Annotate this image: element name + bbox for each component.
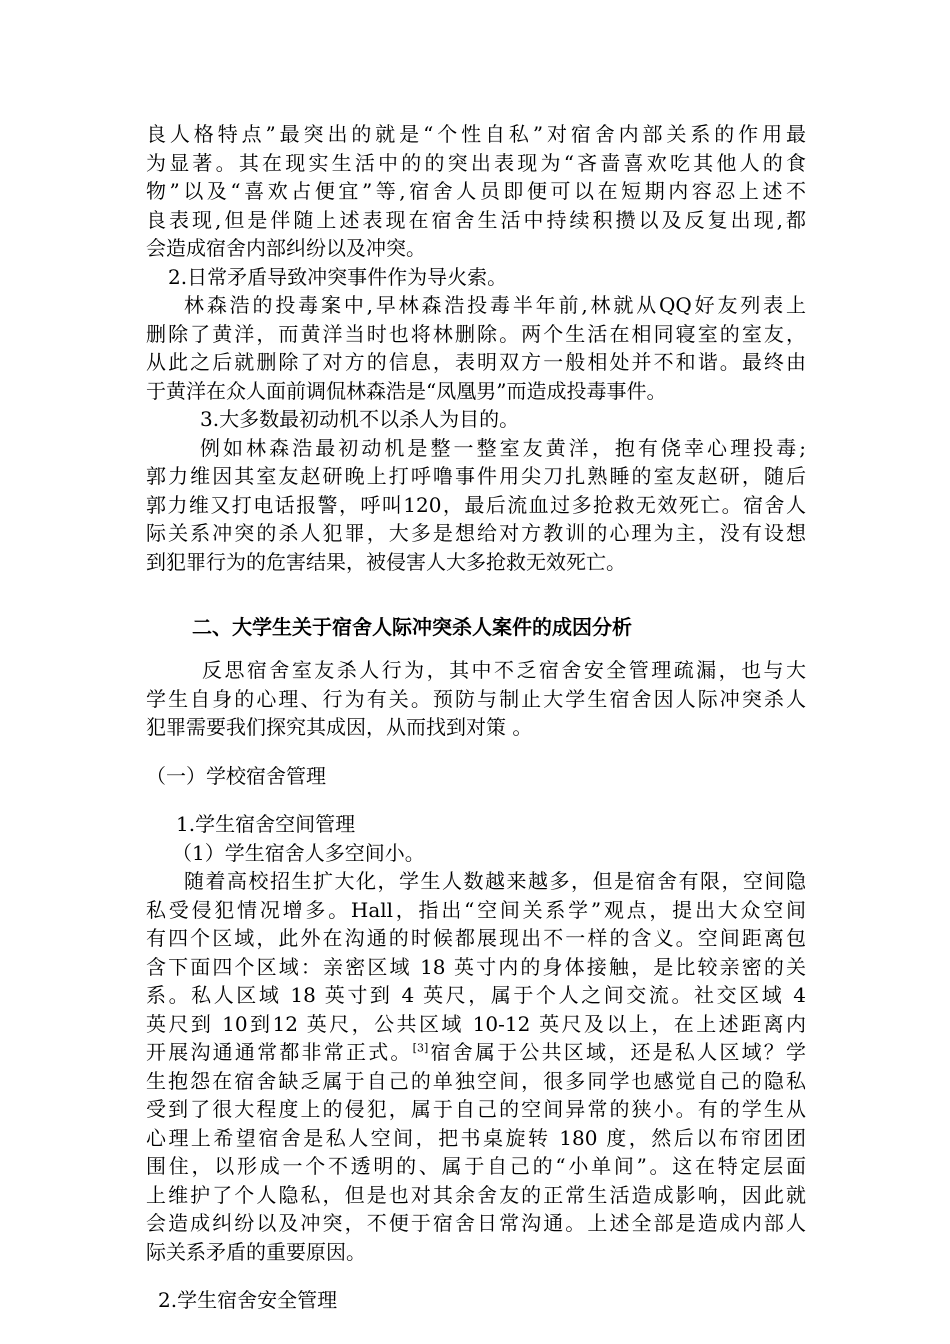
document-page [146, 120, 806, 1315]
text-line: 学生自身的心理、行为有关。预防与制止大学生宿舍因人际冲突杀人 [146, 686, 806, 711]
item-1-1-title: （1）学生宿舍人多空间小。 [172, 840, 425, 865]
text-line: 郭力维又打电话报警，呼叫120，最后流血过多抢救无效死亡。宿舍人 [146, 492, 806, 517]
text-line: 反思宿舍室友杀人行为，其中不乏宿舍安全管理疏漏，也与大 [202, 658, 806, 682]
paragraph-motive [146, 434, 806, 577]
text-line: 受到了很大程度上的侵犯，属于自己的空间异常的狭小。有的学生从 [146, 1097, 806, 1121]
text-line: 于黄洋在众人面前调侃林森浩是“凤凰男”而造成投毒事件。 [146, 378, 667, 403]
text-line: 例如林森浩最初动机是整一整室友黄洋，抱有侥幸心理投毒; [200, 435, 806, 460]
paragraph-reflection [146, 656, 806, 742]
text-line: 上维护了个人隐私，但是也对其余舍友的正常生活造成影响，因此就 [146, 1182, 806, 1207]
text-line: 际关系矛盾的重要原因。 [146, 1239, 366, 1264]
text-line: 从此之后就删除了对方的信息，表明双方一般相处并不和谐。最终由 [146, 350, 806, 374]
text-line: 物”以及“喜欢占便宜”等,宿舍人员即便可以在短期内容忍上述不 [146, 179, 806, 203]
text-line: 心理上希望宿舍是私人空间，把书桌旋转 180 度，然后以布帘团团 [146, 1125, 806, 1150]
text-line: 随着高校招生扩大化，学生人数越来越多，但是宿舍有限，空间隐 [184, 869, 806, 893]
text-line: 际关系冲突的杀人犯罪，大多是想给对方教训的心理为主，没有设想 [146, 521, 806, 545]
text-line: 为显著。其在现实生活中的的突出表现为“吝啬喜欢吃其他人的食 [146, 150, 806, 175]
text-line: 有四个区域，此外在沟通的时候都展现出不一样的含义。空间距离包 [146, 926, 806, 950]
text-line: 会造成宿舍内部纠纷以及冲突。 [146, 236, 426, 260]
text-line: 良人格特点”最突出的就是“个性自私”对宿舍内部关系的作用最 [146, 122, 806, 146]
text-segment: 宿舍属于公共区域，还是私人区域？学 [428, 1040, 807, 1064]
paragraph-space [146, 867, 806, 1266]
text-line: 犯罪需要我们探究其成因，从而找到对策 。 [146, 715, 533, 739]
subsection-heading: （一）学校宿舍管理 [146, 763, 326, 788]
text-line: 英尺到 10到12 英尺，公共区域 10-12 英尺及以上，在上述距离内 [146, 1011, 806, 1036]
citation-reference[interactable]: [3] [412, 1041, 429, 1055]
text-line: 林森浩的投毒案中,早林森浩投毒半年前,林就从QQ好友列表上 [184, 293, 806, 317]
text-line: 系。私人区域 18 英寸到 4 英尺，属于个人之间交流。社交区域 4 [146, 983, 806, 1007]
text-line: 会造成纠纷以及冲突，不便于宿舍日常沟通。上述全部是造成内部人 [146, 1211, 806, 1235]
text-line: 郭力维因其室友赵研晚上打呼噜事件用尖刀扎熟睡的室友赵研，随后 [146, 464, 806, 488]
text-line: 含下面四个区域：亲密区域 18 英寸内的身体接触，是比较亲密的关 [146, 954, 806, 979]
text-line: 到犯罪行为的危害结果，被侵害人大多抢救无效死亡。 [146, 549, 626, 574]
paragraph-personality [146, 120, 806, 263]
text-line-with-reference [146, 1038, 806, 1067]
point-3-title: 3.大多数最初动机不以杀人为目的。 [200, 407, 520, 431]
text-line: 生抱怨在宿舍缺乏属于自己的单独空间，很多同学也感觉自己的隐私 [146, 1068, 806, 1093]
point-2-title: 2.日常矛盾导致冲突事件作为导火索。 [168, 264, 508, 289]
paragraph-lin-case [146, 291, 806, 405]
text-line: 私受侵犯情况增多。Hall，指出“空间关系学”观点，提出大众空间 [146, 897, 806, 922]
item-2-title: 2.学生宿舍安全管理 [158, 1288, 338, 1312]
item-1-title: 1.学生宿舍空间管理 [176, 812, 356, 836]
text-line: 围住，以形成一个不透明的、属于自己的“小单间”。这在特定层面 [146, 1154, 806, 1178]
text-segment: 开展沟通通常都非常正式。 [146, 1040, 413, 1064]
section-heading: 二、大学生关于宿舍人际冲突杀人案件的成因分析 [192, 615, 632, 639]
text-line: 删除了黄洋，而黄洋当时也将林删除。两个生活在相同寝室的室友， [146, 321, 806, 346]
text-line: 良表现,但是伴随上述表现在宿舍生活中持续积攒以及反复出现,都 [146, 207, 806, 232]
